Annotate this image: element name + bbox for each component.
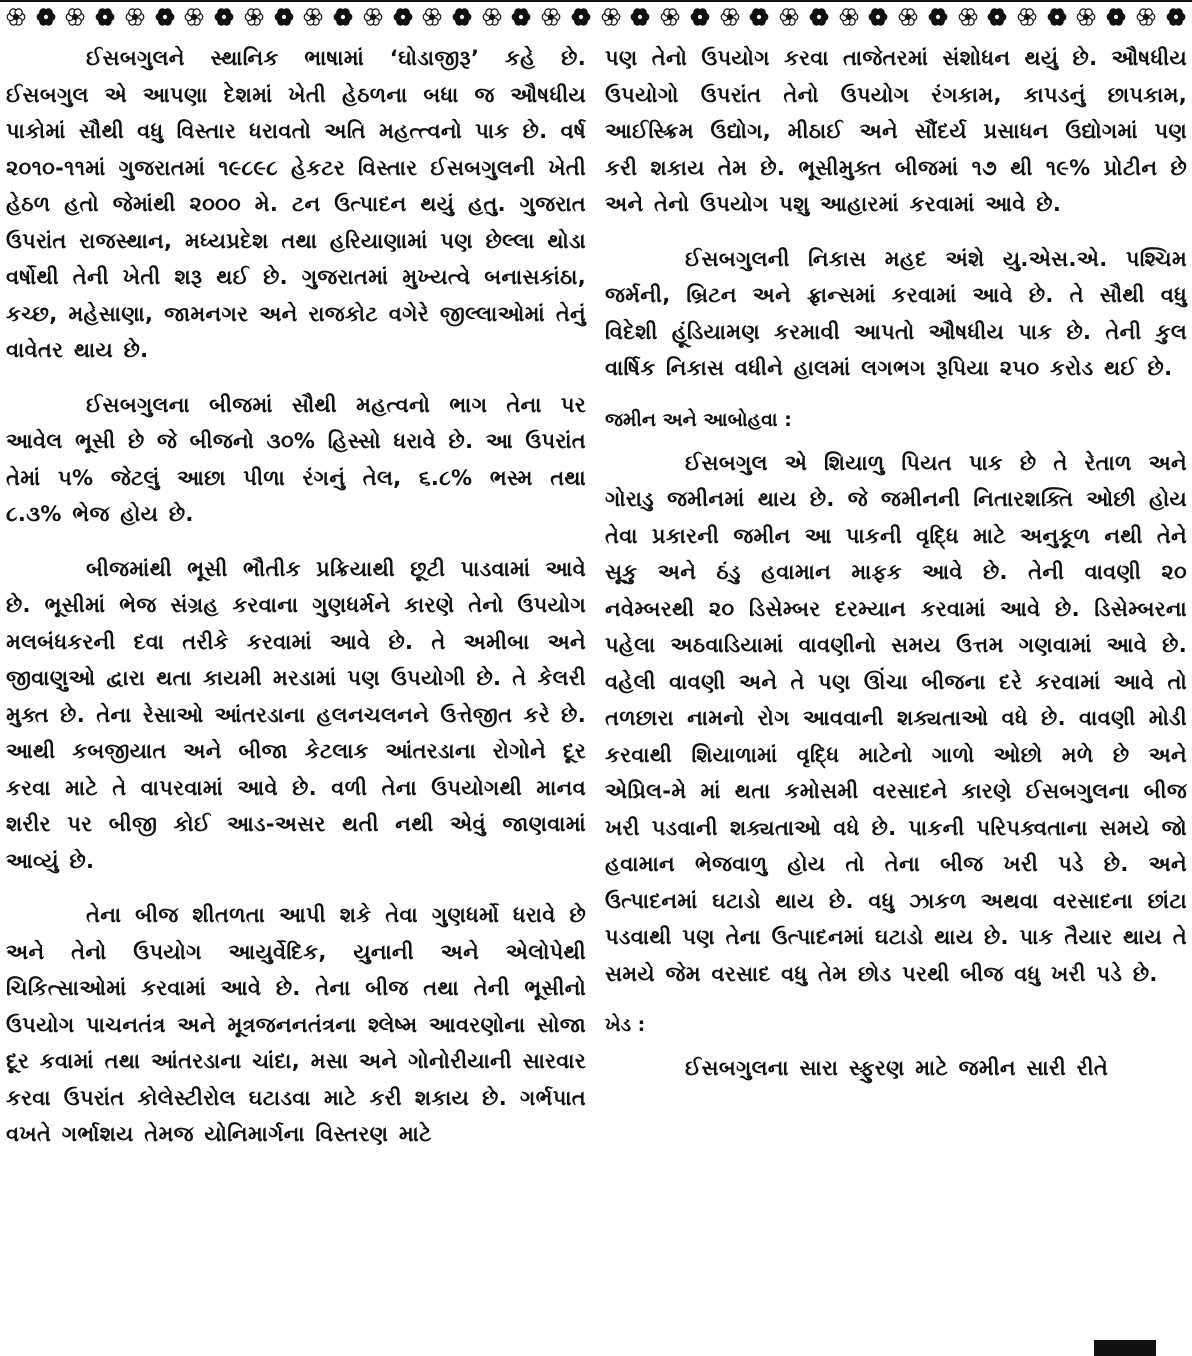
flower-outline-icon (125, 7, 145, 27)
flower-solid-icon (987, 7, 1007, 27)
flower-solid-icon (630, 7, 650, 27)
flower-solid-icon (36, 7, 56, 27)
flower-solid-icon (928, 7, 948, 27)
flower-outline-icon (184, 7, 204, 27)
flower-solid-icon (333, 7, 353, 27)
flower-outline-icon (303, 7, 323, 27)
flower-outline-icon (660, 7, 680, 27)
soil-climate-heading: જમીન અને આબોહવા : (605, 408, 792, 431)
flower-outline-icon (601, 7, 621, 27)
flower-outline-icon (65, 7, 85, 27)
flower-outline-icon (482, 7, 502, 27)
flower-solid-icon (511, 7, 531, 27)
continued-paragraph: પણ તેનો ઉપયોગ કરવા તાજેતરમાં સંશોધન થયું છે. ઔષધીય ઉપયોગો ઉપરાંત તેનો ઉપયોગ રંગકામ, કાપડનું છાપકામ, આઈસ્ક્રિમ ઉદ્યોગ, મીઠાઈ અને સૌંદર્ય પ્રસાધન ઉદ્યોગમાં પણ કરી શકાય તેમ છે. ભૂસીમુક્ત બીજમાં ૧૭ થી ૧૯% પ્રોટીન છે અને તેનો ઉપયોગ પશુ આહારમાં કરવામાં આવે છે. (605, 46, 1187, 216)
tillage-paragraph: ઈસબગુલના સારા સ્ફુરણ માટે જમીન સારી રીતે (685, 1056, 1109, 1080)
flower-outline-icon (541, 7, 561, 27)
flower-solid-icon (749, 7, 769, 27)
flower-outline-icon (6, 7, 26, 27)
ornament-border (0, 4, 1192, 30)
soil-climate-paragraph: ઈસબગુલ એ શિયાળુ પિયત પાક છે તે રેતાળ અને ગોરાડુ જમીનમાં થાય છે. જે જમીનની નિતારશક્તિ ઓછી હોય તેવા પ્રકારની જમીન આ પાકની વૃદ્ધિ માટે અનુકૂળ નથી તેને સૂકુ અને ઠંડુ હવામાન માફક આવે છે. તેની વાવણી ૨૦ નવેમ્બરથી ૨૦ ડિસેમ્બર દરમ્યાન કરવામાં આવે છે. ડિસેમ્બરના પહેલા અઠવાડિયામાં વાવણીનો સમય ઉત્તમ ગણવામાં આવે છે. વહેલી વાવણી અને તે પણ ઊંચા બીજના દરે કરવામાં આવે તો તળછારા નામનો રોગ આવવાની શક્યતાઓ વધે છે. વાવણી મોડી કરવાથી શિયાળામાં વૃદ્ધિ માટેનો ગાળો ઓછો મળે છે અને એપ્રિલ-મે માં થતા કમોસમી વરસાદને કારણે ઈસબગુલના બીજ ખરી પડવાની શક્યતાઓ વધે છે. પાકની પરિપક્વતાના સમયે જો હવામાન ભેજવાળુ હોય તો તેના બીજ ખરી પડે છે. અને ઉત્પાદનમાં ઘટાડો થાય છે. વધુ ઝાકળ અથવા વરસાદના છાંટા પડવાથી પણ તેના ઉત્પાદનમાં ઘટાડો થાય છે. પાક તૈયાર થાય તે સમયે જેમ વરસાદ વધુ તેમ છોડ પરથી બીજ વધુ ખરી પડે છે. (605, 450, 1187, 986)
seed-composition-paragraph: ઈસબગુલના બીજમાં સૌથી મહત્વનો ભાગ તેના પર આવેલ ભૂસી છે જે બીજનો ૩૦% હિસ્સો ધરાવે છે. આ ઉપરાંત તેમાં ૫% જેટલું આછા પીળા રંગનું તેલ, ૬.૮% ભસ્મ તથા ૮.૩% ભેજ હોય છે. (6, 392, 586, 526)
left-column (6, 40, 586, 1171)
flower-solid-icon (571, 7, 591, 27)
medicinal-uses-paragraph: તેના બીજ શીતળતા આપી શકે તેવા ગુણધર્મો ધરાવે છે અને તેનો ઉપયોગ આયુર્વેદિક, યુનાની અને એલોપેથી ચિકિત્સાઓમાં કરવામાં આવે છે. તેના બીજ તથા તેની ભૂસીનો ઉપયોગ પાચનતંત્ર અને મૂત્રજનનતંત્રના શ્લેષ્મ આવરણોના સોજા દૂર કવામાં તથા આંતરડાના ચાંદા, મસા અને ગોનોરીયાની સારવાર કરવા ઉપરાંત કોલેસ્ટીરોલ ઘટાડવા માટે કરી શકાય છે. ગર્ભપાત વખતે ગર્ભાશય તેમજ યોનિમાર્ગના વિસ્તરણ માટે (6, 903, 586, 1146)
flower-solid-icon (155, 7, 175, 27)
flower-solid-icon (690, 7, 710, 27)
husk-uses-paragraph: બીજમાંથી ભૂસી ભૌતીક પ્રક્રિયાથી છૂટી પાડવામાં આવે છે. ભૂસીમાં ભેજ સંગ્રહ કરવાના ગુણધર્મને કારણે તેનો ઉપયોગ મલબંધકરની દવા તરીકે કરવામાં આવે છે. તે અમીબા અને જીવાણુઓ દ્વારા થતા કાયમી મરડામાં પણ ઉપયોગી છે. તે કેલરી મુક્ત છે. તેના રેસાઓ આંતરડાના હલનચલનને ઉત્તેજીત કરે છે. આથી કબજીયાત અને બીજા કેટલાક આંતરડાના રોગોને દૂર કરવા માટે તે વાપરવામાં આવે છે. વળી તેના ઉપયોગથી માનવ શરીર પર બીજી કોઈ આડ-અસર થતી નથી એવું જાણવામાં આવ્યું છે. (6, 556, 586, 873)
top-rule (0, 0, 1192, 2)
flower-outline-icon (422, 7, 442, 27)
right-column (605, 40, 1187, 1105)
flower-solid-icon (95, 7, 115, 27)
flower-solid-icon (809, 7, 829, 27)
flower-solid-icon (214, 7, 234, 27)
export-paragraph: ઈસબગુલની નિકાસ મહદ અંશે યુ.એસ.એ. પશ્ચિમ જર્મની, બ્રિટન અને ફ્રાન્સમાં કરવામાં આવે છે. તે સૌથી વધુ વિદેશી હૂંડિયામણ કરમાવી આપતો ઔષધીય પાક છે. તેની કુલ વાર્ષિક નિકાસ વધીને હાલમાં લગભગ રૂપિયા ૨૫૦ કરોડ થઈ છે. (605, 246, 1187, 380)
flower-solid-icon (1106, 7, 1126, 27)
flower-outline-icon (244, 7, 264, 27)
flower-outline-icon (898, 7, 918, 27)
flower-outline-icon (363, 7, 383, 27)
flower-solid-icon (1047, 7, 1067, 27)
flower-solid-icon (868, 7, 888, 27)
tillage-heading: ખેડ : (605, 1014, 646, 1036)
flower-solid-icon (1166, 7, 1186, 27)
flower-solid-icon (452, 7, 472, 27)
flower-outline-icon (958, 7, 978, 27)
flower-outline-icon (1076, 7, 1096, 27)
flower-outline-icon (1017, 7, 1037, 27)
flower-outline-icon (1136, 7, 1156, 27)
flower-outline-icon (720, 7, 740, 27)
intro-paragraph: ઈસબગુલને સ્થાનિક ભાષામાં ‘ઘોડાજીરૂ’ કહે છે. ઈસબગુલ એ આપણા દેશમાં ખેતી હેઠળના બધા જ ઔષધીય પાકોમાં સૌથી વધુ વિસ્તાર ધરાવતો અતિ મહત્ત્વનો પાક છે. વર્ષ ૨૦૧૦-૧૧માં ગુજરાતમાં ૧૯૮૯૮ હેકટર વિસ્તાર ઈસબગુલની ખેતી હેઠળ હતો જેમાંથી ૨૦૦૦ મે. ટન ઉત્પાદન થયું હતુ. ગુજરાત ઉપરાંત રાજસ્થાન, મધ્યપ્રદેશ તથા હરિયાણામાં પણ છેલ્લા થોડા વર્ષોથી તેની ખેતી શરૂ થઈ છે. ગુજરાતમાં મુખ્યત્વે બનાસકાંઠા, કચ્છ, મહેસાણા, જામનગર અને રાજકોટ વગેરે જીલ્લાઓમાં તેનું વાવેતર થાય છે. (6, 46, 586, 362)
flower-outline-icon (839, 7, 859, 27)
flower-solid-icon (393, 7, 413, 27)
page-edge-tab (1094, 1340, 1156, 1356)
flower-outline-icon (779, 7, 799, 27)
flower-solid-icon (274, 7, 294, 27)
